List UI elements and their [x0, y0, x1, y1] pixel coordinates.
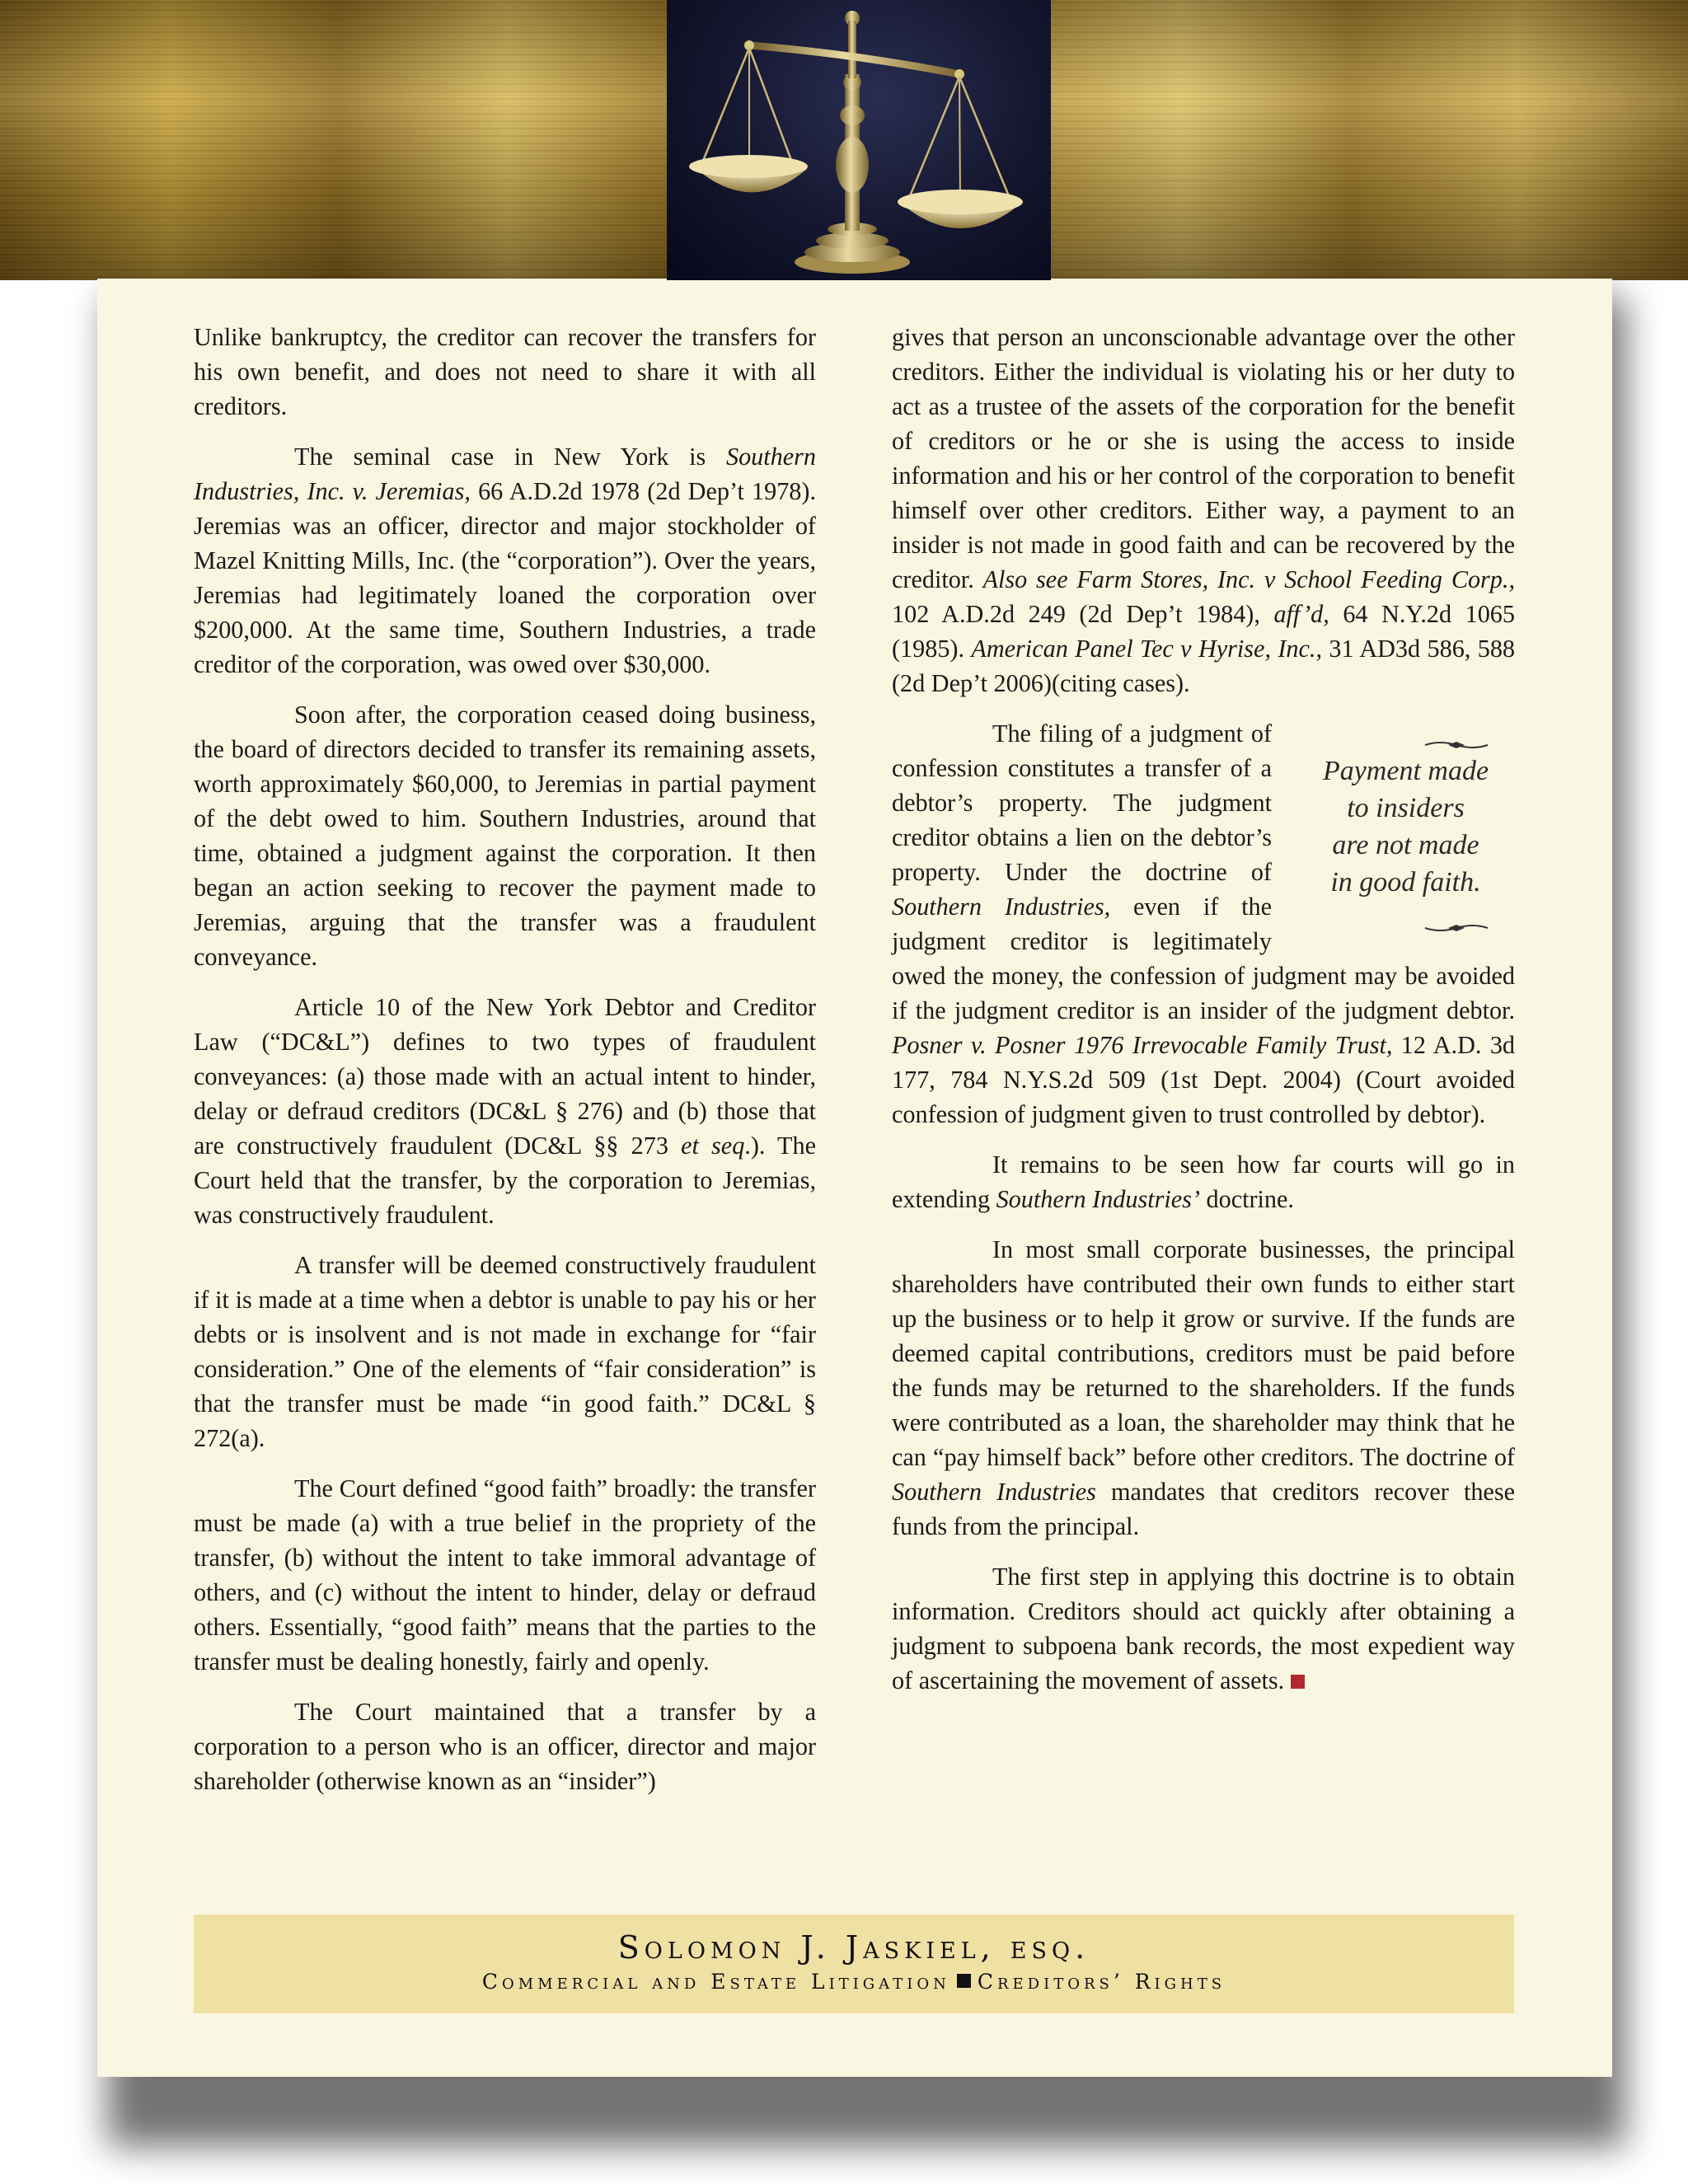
case-citation: Southern Industries, Inc. v. Jeremias, [194, 443, 816, 505]
paragraph: The first step in applying this doctrine is to obtain information. Creditors should act quickly after obtaining a judgment to subpoena bank records, the most expedient way of ascertaining the movement of assets. [892, 1563, 1515, 1694]
paragraph: In most small corporate businesses, the principal shareholders have contributed their own funds to either start up the business or to help it grow or survive. If the funds are deemed capital contributions, creditors must be paid before the funds may be returned to the shareholders. If the funds were contributed as a loan, the shareholder may think that he can “pay himself back” before other creditors. The doctrine of Southern Industries mandates that creditors recover these funds from the principal. [892, 1235, 1515, 1540]
paragraph: Payment made to insiders are not made in good faith. The filing of a judgment of confession constitutes a transfer of a debtor’s property. The judgment creditor obtains a lien on the debtor’s property. Under the doctrine of Southern Industries, even if the judgment creditor is legitimately owed the money, the confession of judgment may be avoided if the judgment creditor is an insider of the judgment debtor. Posner v. Posner 1976 Irrevocable Family Trust, 12 A.D. 3d 177, 784 N.Y.S.2d 509 (1st Dept. 2004) (Court avoided confession of judgment given to trust controlled by debtor). [892, 719, 1516, 1128]
pull-quote-line: are not made [1332, 830, 1479, 860]
pull-quote-line: to insiders [1347, 793, 1465, 823]
paragraph: Soon after, the corporation ceased doing business, the board of directors decided to transfer its remaining assets, worth approximately $60,000, to Jeremias in partial payment of the debt owed to him. Southern Industries, around that time, obtained a judgment against the corporation. It then began an action seeking to recover the payment made to Jeremias, arguing that the transfer was a fraudulent conveyance. [194, 701, 816, 971]
paragraph: A transfer will be deemed constructively fraudulent if it is made at a time when a debtor is unable to pay his or her debts or is insolvent and is not made in exchange for “fair consideration.” One of the elements of “fair consideration” is that the transfer must be made “in good faith.” DC&L § 272(a). [194, 1251, 816, 1452]
right-column [892, 320, 1515, 1713]
paragraph: gives that person an unconscionable advantage over the other creditors. Either the individual is violating his or her duty to act as a trustee of the assets of the corporation for the benefit of creditors or he or she is using the access to inside information and his or her control of the corporation to benefit himself over other creditors. Either way, a payment to an insider is not made in good faith and can be recovered by the creditor. Also see Farm Stores, Inc. v School Feeding Corp., 102 A.D.2d 249 (2d Dep’t 1984), aff’d, 64 N.Y.2d 1065 (1985). American Panel Tec v Hyrise, Inc., 31 AD3d 586, 588 (2d Dep’t 2006)(citing cases). [892, 323, 1516, 697]
pull-quote-line: Payment made [1322, 756, 1489, 786]
case-citation: Also see Farm Stores, Inc. v School Feeding Corp., [982, 565, 1515, 593]
paragraph: It remains to be seen how far courts will go in extending Southern Industries’ doctrine. [892, 1151, 1515, 1213]
pull-quote [1296, 726, 1515, 935]
pull-quote-line: in good faith. [1330, 867, 1481, 898]
case-citation: American Panel Tec v Hyrise, Inc., [971, 635, 1323, 663]
paragraph: The seminal case in New York is Southern Industries, Inc. v. Jeremias, 66 A.D.2d 1978 (2d Dep’t 1978). Jeremias was an officer, director and major stockholder of Mazel Knitting Mills, Inc. (the “corporation”). Over the years, Jeremias had legitimately loaned the corporation over $200,000. At the same time, Southern Industries, a trade creditor of the corporation, was owed over $30,000. [194, 443, 816, 678]
case-citation: Posner v. Posner 1976 Irrevocable Family Trust, [892, 1031, 1393, 1059]
paragraph: Unlike bankruptcy, the creditor can recover the transfers for his own benefit, and does not need to share it with all creditors. [194, 323, 816, 420]
paragraph: The Court defined “good faith” broadly: the transfer must be made (a) with a true belief in the propriety of the transfer, (b) without the intent to take immoral advantage of others, and (c) without the intent to hinder, delay or defraud others. Essentially, “good faith” means that the parties to the transfer must be dealing honestly, fairly and openly. [194, 1474, 816, 1675]
scales-of-justice-icon [667, 0, 1051, 280]
footer-bar [194, 1915, 1514, 2013]
paragraph: Article 10 of the New York Debtor and Creditor Law (“DC&L”) defines to two types of fraudulent conveyances: (a) those made with an actual intent to hinder, delay or defraud creditors (DC&L § 276) and (b) those that are constructively fraudulent (DC&L §§ 273 et seq.). The Court held that the transfer, by the corporation to Jeremias, was constructively fraudulent. [194, 993, 816, 1229]
practice-areas: Commercial and Estate Litigation Creditors’ Rights [481, 1970, 1226, 1994]
left-column [194, 320, 816, 1814]
red-square-icon [1291, 1675, 1305, 1689]
author-name: Solomon J. Jaskiel, esq. [617, 1929, 1090, 1966]
paragraph: The Court maintained that a transfer by a corporation to a person who is an officer, director and major shareholder (otherwise known as an “insider”) [194, 1698, 816, 1795]
flourish-ornament-icon [1296, 726, 1515, 752]
flourish-ornament-icon [1296, 909, 1515, 935]
black-square-icon [957, 1974, 971, 1988]
